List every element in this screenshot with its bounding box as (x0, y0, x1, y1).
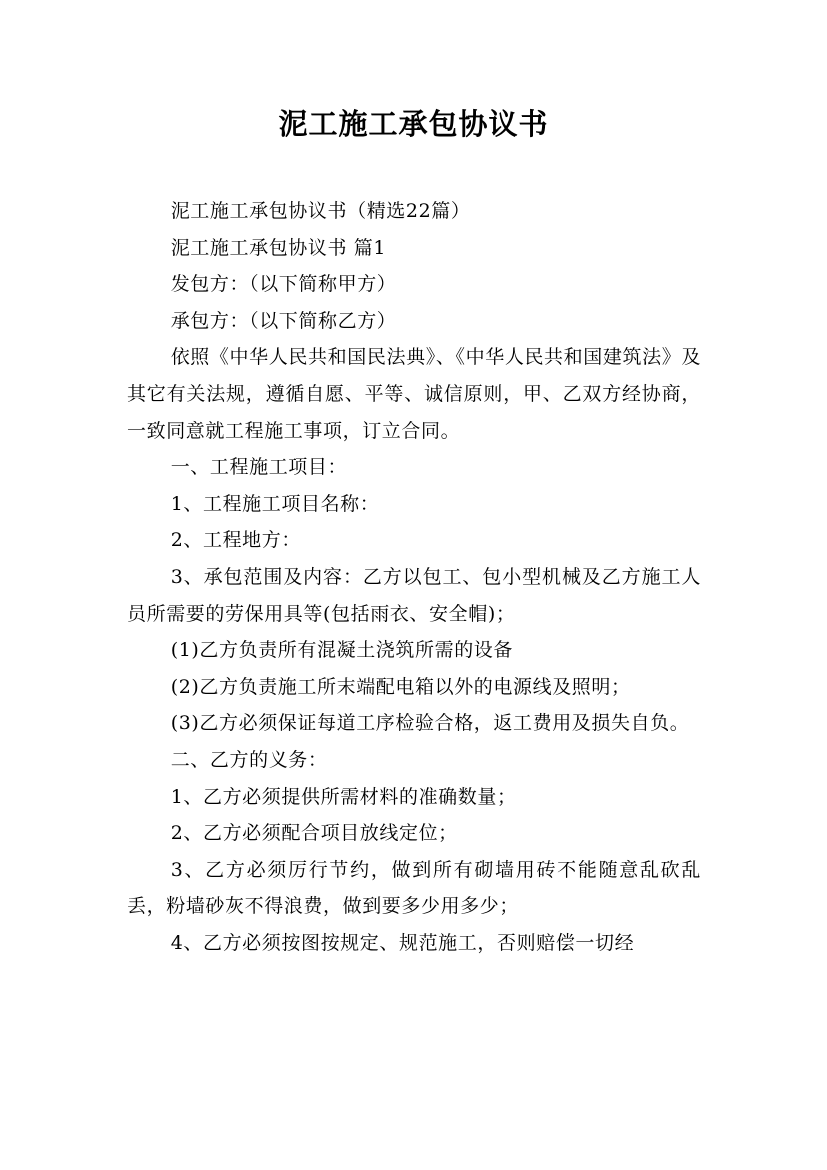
paragraph-contractor: 承包方：（以下简称乙方） (170, 309, 397, 332)
paragraph-preamble: 依照《中华人民共和国民法典》、《中华人民共和国建筑法》及其它有关法规，遵循自愿、平等、诚信原则，甲、乙双方经协商，一致同意就工程施工事项，订立合同。 (127, 346, 701, 442)
paragraph-item: 3、乙方必须厉行节约，做到所有砌墙用砖不能随意乱砍乱丢，粉墙砂灰不得浪费，做到要多少用多少； (127, 858, 701, 918)
paragraph-item: 2、工程地方： (170, 529, 301, 552)
paragraph-heading-1: 一、工程施工项目： (170, 456, 348, 479)
paragraph-employer: 发包方：（以下简称甲方） (170, 273, 397, 296)
paragraph-item: 1、乙方必须提供所需材料的准确数量； (170, 785, 517, 808)
paragraph-subitem: (1)乙方负责所有混凝土浇筑所需的设备 (170, 639, 514, 662)
paragraph-item: 3、承包范围及内容：乙方以包工、包小型机械及乙方施工人员所需要的劳保用具等(包括雨衣、安全帽)； (127, 565, 701, 625)
paragraph-subitem: (2)乙方负责施工所末端配电箱以外的电源线及照明； (170, 675, 631, 698)
paragraph-subtitle: 泥工施工承包协议书（精选22篇） (170, 200, 471, 222)
paragraph-item: 4、乙方必须按图按规定、规范施工，否则赔偿一切经 (170, 931, 635, 954)
paragraph-section-heading: 泥工施工承包协议书 篇1 (170, 236, 387, 259)
document-body (127, 193, 701, 961)
document-title: 泥工施工承包协议书 (278, 107, 549, 141)
paragraph-item: 2、乙方必须配合项目放线定位； (170, 822, 458, 845)
paragraph-subitem: (3)乙方必须保证每道工序检验合格，返工费用及损失自负。 (170, 712, 690, 735)
paragraph-item: 1、工程施工项目名称： (170, 492, 380, 515)
paragraph-heading-2: 二、乙方的义务： (170, 748, 328, 771)
